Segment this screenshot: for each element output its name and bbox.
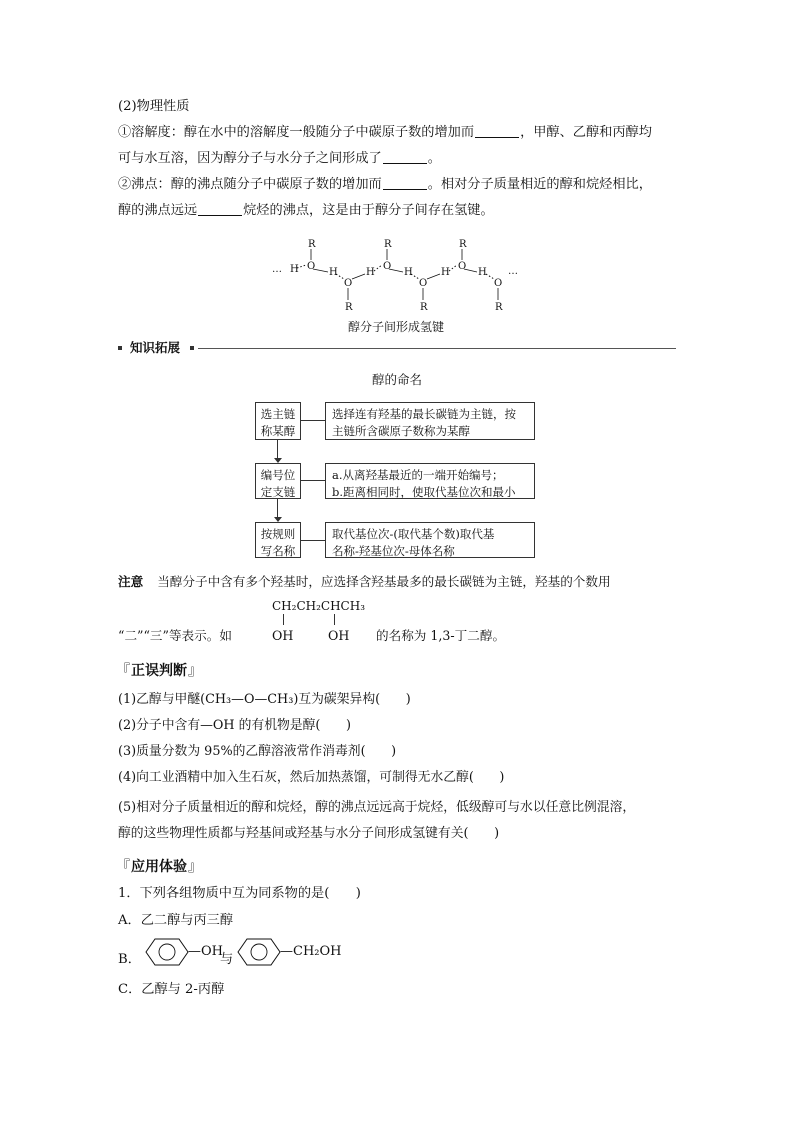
atom-o: O [458,261,467,272]
apply-section-title: 『应用体验』 [116,859,202,875]
flow-desc-line: 主链所含碳原子数称为某醇 [332,424,470,438]
boiling-point-line-1 [118,175,652,195]
atom-r: R [384,239,392,250]
atom-r: R [308,239,316,250]
note-text-b: 的名称为 1,3-丁二醇。 [376,628,506,643]
flow-step-label [255,522,301,558]
formula-chain: CH₂CH₂CHCH₃ [272,599,366,613]
judge-item: (2)分子中含有—OH 的有机物是醇( ) [118,718,351,733]
bullet-square [118,346,122,350]
solubility-text-c: 可与水互溶，因为醇分子与水分子之间形成了 [118,151,382,166]
bp-text-d: 烷烃的沸点，这是由于醇分子间存在氢键。 [243,203,494,218]
flow-step-label [255,463,301,499]
judge-item: (3)质量分数为 95%的乙醇溶液常作消毒剂( ) [118,744,397,759]
question-1: 1．下列各组物质中互为同系物的是( ) [118,886,361,901]
section-heading-physical: (2)物理性质 [118,99,190,114]
atom-o: O [419,278,428,289]
hydrogen-bond-diagram [270,232,530,316]
ellipsis-left: … [272,264,282,275]
solubility-line-1 [118,123,652,143]
flow-desc-line: 选择连有羟基的最长碳链为主链，按 [332,407,516,421]
option-b-label[interactable]: B． [118,952,141,967]
bp-text-c: 醇的沸点远远 [118,203,198,218]
option-a[interactable]: A．乙二醇与丙三醇 [118,913,234,928]
fill-blank[interactable] [198,201,242,216]
atom-o: O [494,278,503,289]
flow-desc-line: b.距离相同时，使取代基位次和最小 [332,485,516,499]
note-label: 注意 [118,574,144,589]
option-c[interactable]: C．乙醇与 2-丙醇 [118,982,225,997]
option-b-and: 与 [220,952,234,967]
atom-r: R [345,302,353,313]
connector [301,420,325,421]
formula-oh-1: OH [272,628,294,643]
bullet-square [190,346,194,350]
flow-desc-line: a.从离羟基最近的一端开始编号； [332,468,504,482]
atom-h: H [366,267,375,278]
bp-text-a: ②沸点：醇的沸点随分子中碳原子数的增加而 [118,177,382,192]
atom-h: H [329,267,338,278]
note-line-1 [118,572,611,592]
atom-r: R [495,302,503,313]
judge-title-text: 正误判断 [131,663,187,679]
formula-bond [334,614,335,625]
flow-label-line: 写名称 [260,544,296,558]
solubility-line-2 [118,149,441,169]
solubility-text-b: ，甲醇、乙醇和丙醇均 [520,125,652,140]
arrow-shaft [277,499,278,519]
flow-step-label [255,402,301,440]
note-line-2 [118,626,232,646]
atom-o: O [383,261,392,272]
solubility-text-d: 。 [427,151,441,166]
bp-text-b: 。相对分子质量相近的醇和烷烃相比， [427,177,652,192]
flow-desc-line: 取代基位次-(取代基个数)取代基 [332,527,495,541]
flow-step-desc [325,463,535,499]
figure-caption: 醇分子间形成氢键 [348,320,445,334]
judge-section-title: 『正误判断』 [116,663,202,679]
flow-label-line: 按规则 [260,527,296,541]
atom-h: H [441,267,450,278]
header-rule [198,348,676,349]
formula-oh-2: OH [328,628,350,643]
flow-label-line: 定支链 [260,485,296,499]
flow-label-line: 称某醇 [260,424,296,438]
flow-step-desc [325,402,535,440]
fill-blank[interactable] [383,149,427,164]
benzyl-ch2oh: —CH₂OH [280,944,342,959]
arrow-shaft [277,440,278,460]
note-text: 当醇分子中含有多个羟基时，应选择含羟基最多的最长碳链为主链，羟基的个数用 [157,574,611,589]
phenol-oh: —OH [188,944,223,959]
fill-blank[interactable] [475,123,519,138]
judge-item: 醇的这些物理性质都与羟基间或羟基与水分子间形成氢键有关( ) [118,826,500,841]
atom-o: O [307,261,316,272]
atom-h: H [404,267,413,278]
solubility-text-a: ①溶解度：醇在水中的溶解度一般随分子中碳原子数的增加而 [118,125,475,140]
formula-bond [283,614,284,625]
apply-title-text: 应用体验 [131,859,187,875]
flow-desc-line: 名称-羟基位次-母体名称 [332,544,455,558]
boiling-point-line-2 [118,201,494,221]
fill-blank[interactable] [383,175,427,190]
atom-r: R [459,239,467,250]
knowledge-header [118,340,676,358]
judge-item: (4)向工业酒精中加入生石灰，然后加热蒸馏，可制得无水乙醇( ) [118,770,505,785]
flow-step-desc [325,522,535,558]
note-text-a: “二”“三”等表示。如 [118,628,232,643]
flow-label-line: 选主链 [260,407,296,421]
ellipsis-right: … [508,266,518,277]
judge-item: (5)相对分子质量相近的醇和烷烃，醇的沸点远远高于烷烃，低级醇可与水以任意比例混溶， [118,800,636,815]
flow-label-line: 编号位 [260,468,296,482]
atom-o: O [344,278,353,289]
naming-title: 醇的命名 [372,372,423,387]
atom-r: R [420,302,428,313]
judge-item: (1)乙醇与甲醚(CH₃—O—CH₃)互为碳架异构( ) [118,692,411,707]
atom-h: H [290,264,299,275]
connector [301,480,325,481]
atom-h: H [478,267,487,278]
knowledge-title: 知识拓展 [130,340,181,355]
connector [301,540,325,541]
